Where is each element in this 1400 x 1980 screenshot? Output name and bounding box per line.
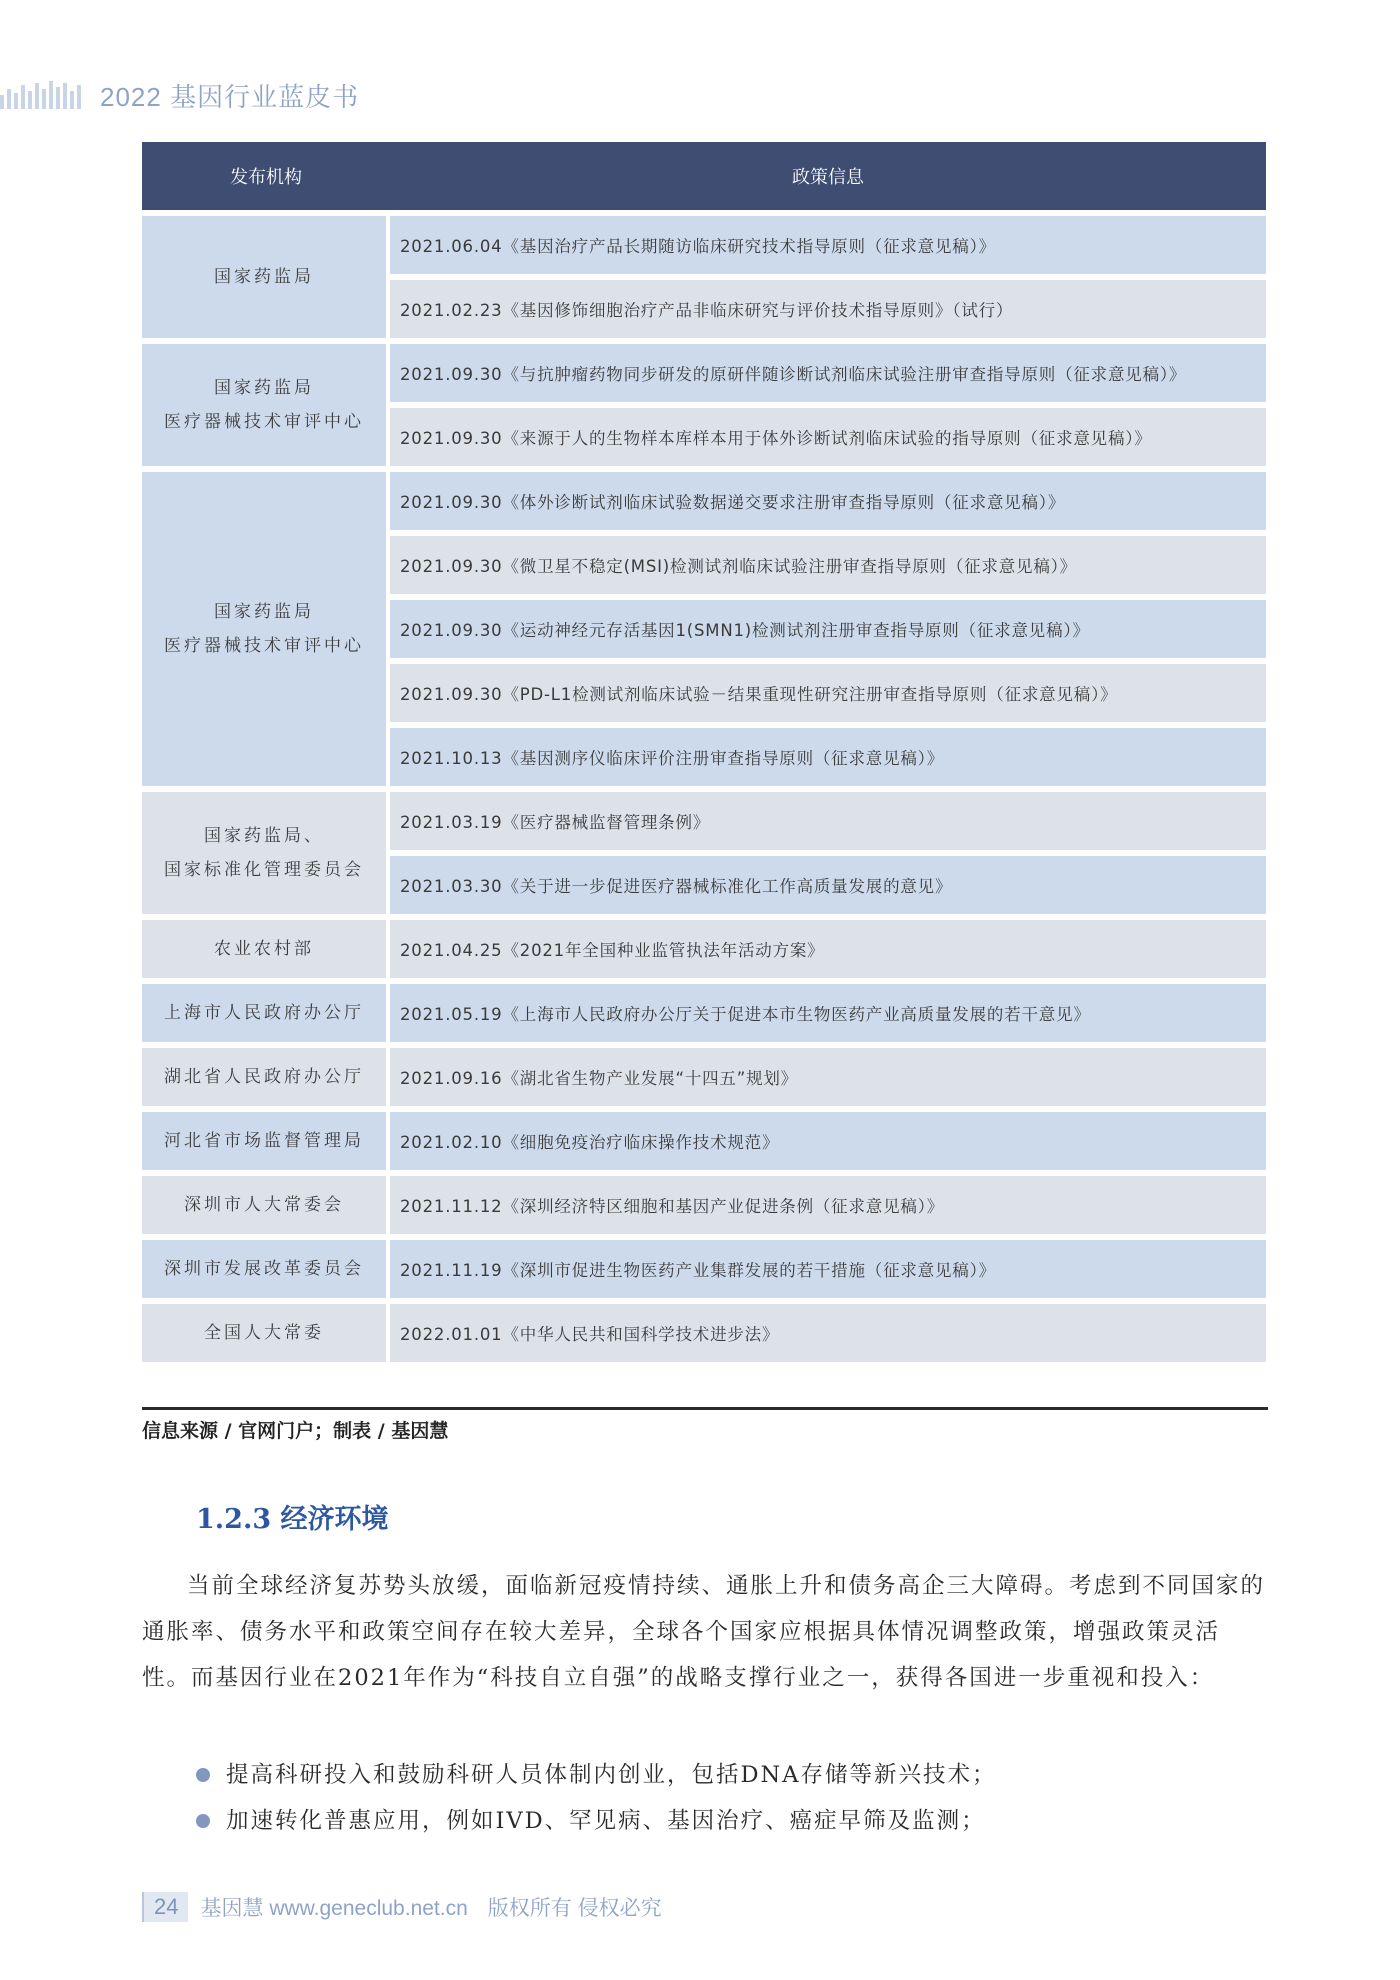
policy-row: 2021.09.30《PD-L1检测试剂临床试验－结果重现性研究注册审查指导原则（征求意见稿）》 (390, 664, 1266, 722)
org-cell: 国家药监局 医疗器械技术审评中心 (142, 472, 386, 786)
org-cell: 湖北省人民政府办公厅 (142, 1048, 386, 1106)
header-title: 2022 基因行业蓝皮书 (100, 81, 360, 112)
table-group (142, 1048, 1266, 1106)
policy-row: 2021.09.30《运动神经元存活基因1(SMN1)检测试剂注册审查指导原则（征求意见稿）》 (390, 600, 1266, 658)
bullet-item (196, 1798, 996, 1844)
column-header-policy: 政策信息 (792, 167, 864, 188)
org-cell: 深圳市发展改革委员会 (142, 1240, 386, 1298)
header-bars-decoration (0, 81, 84, 109)
section-paragraph: 当前全球经济复苏势头放缓，面临新冠疫情持续、通胀上升和债务高企三大障碍。考虑到不同国家的通胀率、债务水平和政策空间存在较大差异，全球各个国家应根据具体情况调整政策，增强政策灵活性。而基因行业在2021年作为“科技自立自强”的战略支撑行业之一，获得各国进一步重视和投入： (142, 1573, 1266, 1691)
org-cell: 国家药监局 (142, 216, 386, 338)
table-source: 信息来源 / 官网门户；制表 / 基因慧 (142, 1420, 449, 1442)
footer-rights: 版权所有 侵权必究 (487, 1897, 662, 1920)
page-footer (142, 1892, 662, 1922)
table-body (142, 216, 1266, 1362)
bullet-item (196, 1752, 996, 1798)
policy-row: 2021.09.30《与抗肿瘤药物同步研发的原研伴随诊断试剂临床试验注册审查指导原则（征求意见稿）》 (390, 344, 1266, 402)
policy-table (142, 142, 1266, 1362)
policy-row: 2021.09.16《湖北省生物产业发展“十四五”规划》 (390, 1048, 1266, 1106)
bullet-text: 加速转化普惠应用，例如IVD、罕见病、基因治疗、癌症早筛及监测； (226, 1808, 986, 1834)
table-group (142, 1176, 1266, 1234)
table-group (142, 1304, 1266, 1362)
column-header-org: 发布机构 (230, 167, 302, 188)
policy-row: 2022.01.01《中华人民共和国科学技术进步法》 (390, 1304, 1266, 1362)
org-cell: 国家药监局 医疗器械技术审评中心 (142, 344, 386, 466)
org-cell: 上海市人民政府办公厅 (142, 984, 386, 1042)
org-cell: 农业农村部 (142, 920, 386, 978)
policy-row: 2021.03.30《关于进一步促进医疗器械标准化工作高质量发展的意见》 (390, 856, 1266, 914)
table-group (142, 984, 1266, 1042)
table-group (142, 472, 1266, 786)
policy-row: 2021.09.30《微卫星不稳定(MSI)检测试剂临床试验注册审查指导原则（征求意见稿）》 (390, 536, 1266, 594)
bullet-list (196, 1752, 996, 1844)
page-number: 24 (142, 1892, 188, 1922)
table-group (142, 216, 1266, 338)
table-group (142, 920, 1266, 978)
policy-row: 2021.02.23《基因修饰细胞治疗产品非临床研究与评价技术指导原则》（试行） (390, 280, 1266, 338)
org-cell: 国家药监局、 国家标准化管理委员会 (142, 792, 386, 914)
table-group (142, 1112, 1266, 1170)
page-header (0, 78, 359, 112)
policy-row: 2021.11.19《深圳市促进生物医药产业集群发展的若干措施（征求意见稿）》 (390, 1240, 1266, 1298)
table-bottom-rule (142, 1407, 1268, 1410)
bullet-text: 提高科研投入和鼓励科研人员体制内创业，包括DNA存储等新兴技术； (226, 1762, 997, 1788)
table-group (142, 1240, 1266, 1298)
policy-row: 2021.09.30《体外诊断试剂临床试验数据递交要求注册审查指导原则（征求意见稿）》 (390, 472, 1266, 530)
policy-row: 2021.06.04《基因治疗产品长期随访临床研究技术指导原则（征求意见稿）》 (390, 216, 1266, 274)
bullet-dot-icon (196, 1768, 210, 1782)
policy-row: 2021.03.19《医疗器械监督管理条例》 (390, 792, 1266, 850)
section-title: 1.2.3 经济环境 (196, 1504, 389, 1535)
org-cell: 河北省市场监督管理局 (142, 1112, 386, 1170)
policy-row: 2021.04.25《2021年全国种业监管执法年活动方案》 (390, 920, 1266, 978)
table-header (142, 142, 1266, 210)
bullet-dot-icon (196, 1814, 210, 1828)
policy-row: 2021.05.19《上海市人民政府办公厅关于促进本市生物医药产业高质量发展的若干意见》 (390, 984, 1266, 1042)
table-group (142, 344, 1266, 466)
org-cell: 深圳市人大常委会 (142, 1176, 386, 1234)
policy-row: 2021.11.12《深圳经济特区细胞和基因产业促进条例（征求意见稿）》 (390, 1176, 1266, 1234)
table-group (142, 792, 1266, 914)
policy-row: 2021.02.10《细胞免疫治疗临床操作技术规范》 (390, 1112, 1266, 1170)
org-cell: 全国人大常委 (142, 1304, 386, 1362)
policy-row: 2021.10.13《基因测序仪临床评价注册审查指导原则（征求意见稿）》 (390, 728, 1266, 786)
footer-site: 基因慧 www.geneclub.net.cn (200, 1897, 468, 1920)
policy-row: 2021.09.30《来源于人的生物样本库样本用于体外诊断试剂临床试验的指导原则（征求意见稿）》 (390, 408, 1266, 466)
